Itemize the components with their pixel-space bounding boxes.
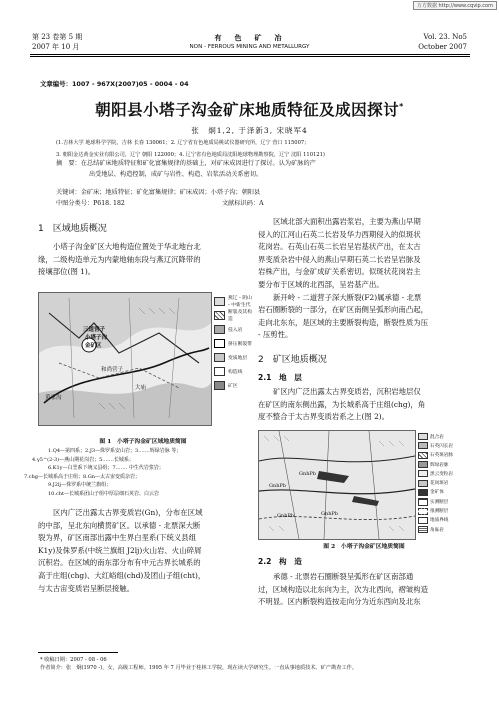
text-line: 岩株产出，与金矿成矿关系密切。似斑状花岗岩主: [258, 267, 421, 277]
text-line: - 压剪性。: [258, 330, 293, 340]
map-label: 三道营子: [83, 327, 106, 333]
text-line: 界变质杂岩中侵入的燕山早期石英二长岩呈岩脉及: [258, 254, 421, 264]
figure-2-map: [258, 430, 416, 540]
legend-item: 推测断层: [418, 506, 472, 515]
text-line: 矿区内广泛出露太古界变质岩，沉积岩地层仅: [273, 387, 421, 396]
legend-item: 角砾岩: [418, 525, 472, 534]
figure-1-map: [38, 292, 212, 426]
legend-item: 燕辽 - 阴山 - 中新生代: [214, 294, 254, 308]
text-line: 裂为界，矿区南部出露中生界白垩系(下统义县组: [38, 533, 197, 543]
map-label: 黄家沟: [45, 395, 62, 401]
legend-item: 石英斑岩脉: [418, 451, 472, 460]
subsection-2-2-paragraph: [258, 571, 470, 609]
legend-item: 辉绿岩脉: [418, 460, 472, 469]
legend-item: 石英闪长岩: [418, 441, 472, 450]
text-line: 区域北部大面积出露岩浆岩，主要为燕山早期: [273, 217, 421, 226]
affiliation-line-2: 3. 朝阳金达黄金实业有限公司，辽宁 朝阳 122000；4. 辽宁省有色地质局沈阳地球物理勘察院，辽宁 沈阳 110121): [56, 152, 325, 158]
note-line: 4.γ5^(2-3)—燕山期花岗岩；5.……长城系；: [32, 456, 134, 463]
map-label: 大庙: [135, 385, 147, 391]
figure-1-notes: [24, 447, 254, 499]
subsection-2-1-heading: 2.1 地 层: [258, 373, 302, 382]
text-line: 接壤部位(图 1)。: [38, 267, 96, 277]
text-line: 过，区域构造以北东向为主，次为北西向，褶皱构造: [258, 584, 428, 594]
footnote-received: * 收稿日期：2007 - 08 - 06: [40, 657, 107, 663]
text-line: 在矿区的南东侧出露，为长城系高于庄组(chg)，角: [258, 399, 426, 409]
header-rule: [30, 54, 470, 55]
note-line: 7.chg—长城系高于庄组；8.Gn—太古宙变质杂岩；: [24, 473, 140, 480]
header-volume-right: Vol. 23. No5: [423, 33, 467, 41]
header-volume-left: 第 23 卷第 5 期: [32, 33, 83, 41]
header-journal-en: NON - FERROUS MINING AND METALLURGY: [189, 44, 310, 50]
text-line: 岩石圈断裂的一部分，在矿区南侧呈弧形向南凸起，: [258, 305, 428, 315]
map-label: 小塔子沟: [85, 335, 108, 341]
text-line: 走向北东东，是区域的主要断裂构造，断裂性质为压: [258, 317, 428, 327]
article-number: 文章编号：1007 - 967X(2007)05 - 0004 - 04: [40, 80, 189, 88]
abstract-line: 摘 要：在总结矿床地质特征和矿化富集规律的基础上，对矿床成因进行了探讨。认为矿脉的产: [56, 160, 316, 167]
note-line: 1.Q4—第四系；2.J3—侏罗系安山岩；3.……辉绿岩脉 等；: [48, 448, 182, 454]
note-line: 10.cht—长城系团山子组中厚层细石英岩、白云岩: [48, 490, 159, 497]
footnote-rule: [38, 652, 118, 653]
abstract: [56, 159, 476, 180]
header-date-right: October 2007: [418, 43, 467, 51]
legend-item: 变质地层: [214, 350, 254, 364]
figure-2-legend: [418, 432, 472, 534]
watermark: 万方数据 http://www.cqvip.com: [413, 1, 497, 10]
text-line: 与太古宙变质岩呈断层接触。: [38, 583, 135, 593]
text-line: 区内广泛出露太古界变质岩(Gn)，分布在区域: [53, 508, 203, 517]
clc-number: 中图分类号：P618. 182: [56, 200, 125, 207]
column-2-paragraph: [258, 216, 470, 342]
figure-1-caption: 图 1 小塔子沟金矿区域地质简图: [99, 439, 187, 445]
article-title: 朝阳县小塔子沟金矿床地质特征及成因探讨*: [95, 101, 404, 119]
authors: 张 炯1,2, 于泽新3, 宋晓军4: [191, 126, 308, 135]
legend-item: 混合岩: [418, 432, 472, 441]
text-line: 侵入的江河山石英二长岩及华力西期侵入的似斑状: [258, 229, 421, 239]
document-code: 文献标识码：A: [222, 200, 264, 207]
footnote-author-bio: 作者简介：张 炯(1970 -)，女，高级工程师。1995 年 7 月毕业于桂林工学院，现在读大学研究生。一直从事地质技术、矿产勘查工作。: [40, 665, 358, 671]
column-1-paragraph: [38, 507, 248, 595]
text-line: 度不整合于太古界变质岩系之上(图 2)。: [258, 412, 390, 422]
legend-item: 花岗斑岩: [418, 478, 472, 487]
figure-2-caption: 图 2 小塔子沟金矿区地质简图: [323, 544, 405, 550]
map-label: 和尚营子: [101, 367, 124, 373]
map-label: GnhPb: [269, 483, 286, 489]
map-label: GnhPb: [321, 511, 338, 517]
text-line: 的中部，呈北东向横贯矿区。以承德 - 北票深大断: [38, 520, 201, 530]
text-line: 要分布于区域的北西部，呈岩基产出。: [258, 279, 384, 289]
map-label: GnhPb: [299, 471, 316, 477]
text-line: 缘，二级构造单元为内蒙地轴东段与燕辽沉降带的: [38, 254, 201, 264]
subsection-2-1-paragraph: [258, 386, 470, 424]
note-line: 9.J2lj—侏罗系中统兰旗组；: [48, 482, 112, 489]
subsection-2-2-heading: 2.2 构 造: [258, 557, 302, 566]
legend-item: 黑云变粒岩: [418, 469, 472, 478]
keywords: 关键词：金矿床；地质特征；矿化富集规律；矿床成因；小塔子沟；朝阳县: [56, 189, 261, 196]
abstract-line: 出受地层、构造控制，成矿与岩性、构造、岩浆活动关系密切。: [89, 170, 263, 178]
legend-item: 构造线: [214, 364, 254, 378]
legend-item: 挤压断裂带: [214, 336, 254, 350]
section-2-heading: 2 矿区地质概况: [258, 355, 327, 365]
note-line: 6.K1y—白垩系下统义县组；7.…… 中生代岩浆岩；: [48, 465, 164, 472]
text-line: 高于庄组(chg)、大红峪组(chd)及团山子组(cht)，: [38, 570, 206, 580]
figure-1-drawing: [39, 293, 211, 425]
header-rule-2: [30, 56, 470, 57]
header-date-left: 2007 年 10 月: [32, 43, 80, 51]
map-label: GnhPb: [277, 513, 294, 519]
legend-item: 矿区: [214, 378, 254, 392]
text-line: 承德 - 北票岩石圈断裂呈弧形在矿区南部通: [273, 572, 414, 581]
text-line: 沉积岩。在区域的南东部分布有中元古界长城系的: [38, 558, 201, 568]
text-line: 新开岭 - 二道营子深大断裂(F2)属承德 - 北票: [273, 292, 422, 302]
header-journal-cn: 有 色 矿 冶: [214, 33, 285, 42]
affiliation-line-1: (1.吉林大学 地球科学学院，吉林 长春 130061；2. 辽宁省有色地质局桃试仪器研究所，辽宁 营口 115007；: [56, 140, 310, 146]
legend-item: 实测断层: [418, 497, 472, 506]
section-1-heading: 1 区域地质概况: [38, 224, 107, 234]
text-line: 小塔子沟金矿区大地构造位置处于华北地台北: [53, 242, 201, 251]
map-label: 金矿区: [85, 343, 102, 349]
legend-item: 地质界线: [418, 516, 472, 525]
footnotes: [40, 656, 470, 672]
text-line: K1y)及侏罗系(中统兰旗组 J2lj)火山岩、火山碎屑: [38, 545, 202, 555]
figure-1-legend: [214, 294, 254, 392]
legend-item: 侵入岩: [214, 322, 254, 336]
section-1-paragraph: [38, 241, 248, 279]
legend-item: 断裂及其构造: [214, 308, 254, 322]
text-line: 花岗岩。石英山石英二长岩呈岩基状产出，在太古: [258, 242, 421, 252]
text-line: 不明显。区内断裂构造按走向分为近东西向及北东: [258, 597, 421, 607]
legend-item: 金矿体: [418, 488, 472, 497]
